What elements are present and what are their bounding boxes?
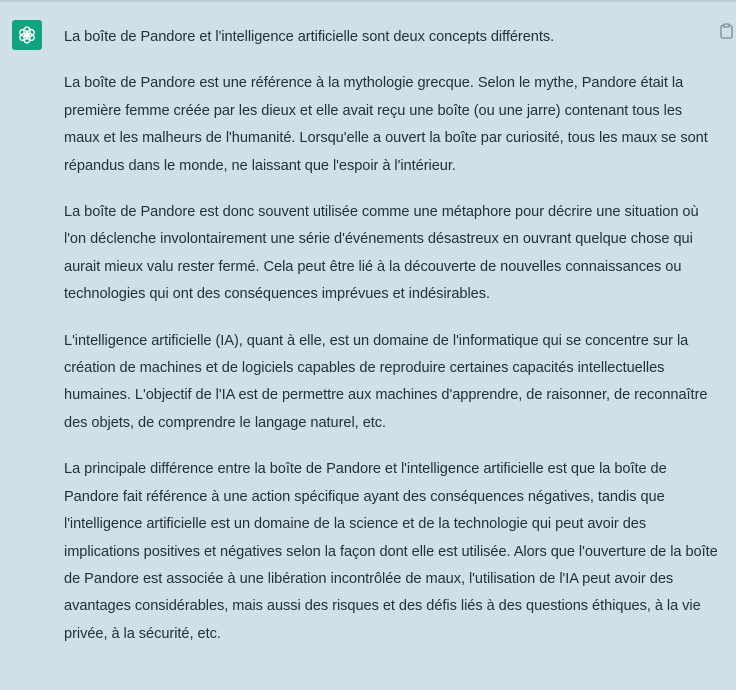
assistant-avatar bbox=[12, 20, 42, 50]
message-paragraph: La boîte de Pandore et l'intelligence artificielle sont deux concepts différents. bbox=[64, 29, 555, 45]
message-paragraph: L'intelligence artificielle (IA), quant à elle, est un domaine de l'informatique qui se concentre sur la création de machines et de logiciels capables de reproduire certaines capacités intellectuelles humaines. L'objectif de l'IA est de permettre aux machines d'apprendre, de raisonner, de reconnaître des objets, de comprendre le langage naturel, etc. bbox=[64, 332, 708, 431]
message-paragraph: La boîte de Pandore est une référence à la mythologie grecque. Selon le mythe, Pandore était la première femme créée par les dieux et elle avait reçu une boîte (ou une jarre) contenant tous les maux et les malheurs de l'humanité. Lorsqu'elle a ouvert la boîte par curiosité, tous les maux se sont répandus dans le monde, ne laissant que l'espoir à l'intérieur. bbox=[64, 75, 708, 174]
copy-button[interactable] bbox=[718, 22, 734, 40]
clipboard-icon bbox=[720, 23, 733, 39]
message-paragraph: La principale différence entre la boîte de Pandore et l'intelligence artificielle est que la boîte de Pandore fait référence à une action spécifique ayant des conséquences négatives, tandis que l'intelligence artificielle est un domaine de la science et de la technologie qui peut avoir des implications positives et négatives selon la façon dont elle est utilisée. Alors que l'ouverture de la boîte de Pandore est associée à une libération incontrôlée de maux, l'utilisation de l'IA peut avoir des avantages considérables, mais aussi des risques et des défis liés à des questions éthiques, à la vie privée, à la sécurité, etc. bbox=[64, 461, 718, 642]
chatgpt-logo-icon bbox=[16, 24, 38, 46]
message-paragraph: La boîte de Pandore est donc souvent utilisée comme une métaphore pour décrire une situation où l'on déclenche involontairement une série d'événements désastreux en ouvrant quelque chose qui aurait mieux valu rester fermé. Cela peut être lié à la découverte de nouvelles connaissances ou technologies qui ont des conséquences imprévues et indésirables. bbox=[64, 204, 699, 303]
assistant-message-text bbox=[64, 24, 720, 667]
